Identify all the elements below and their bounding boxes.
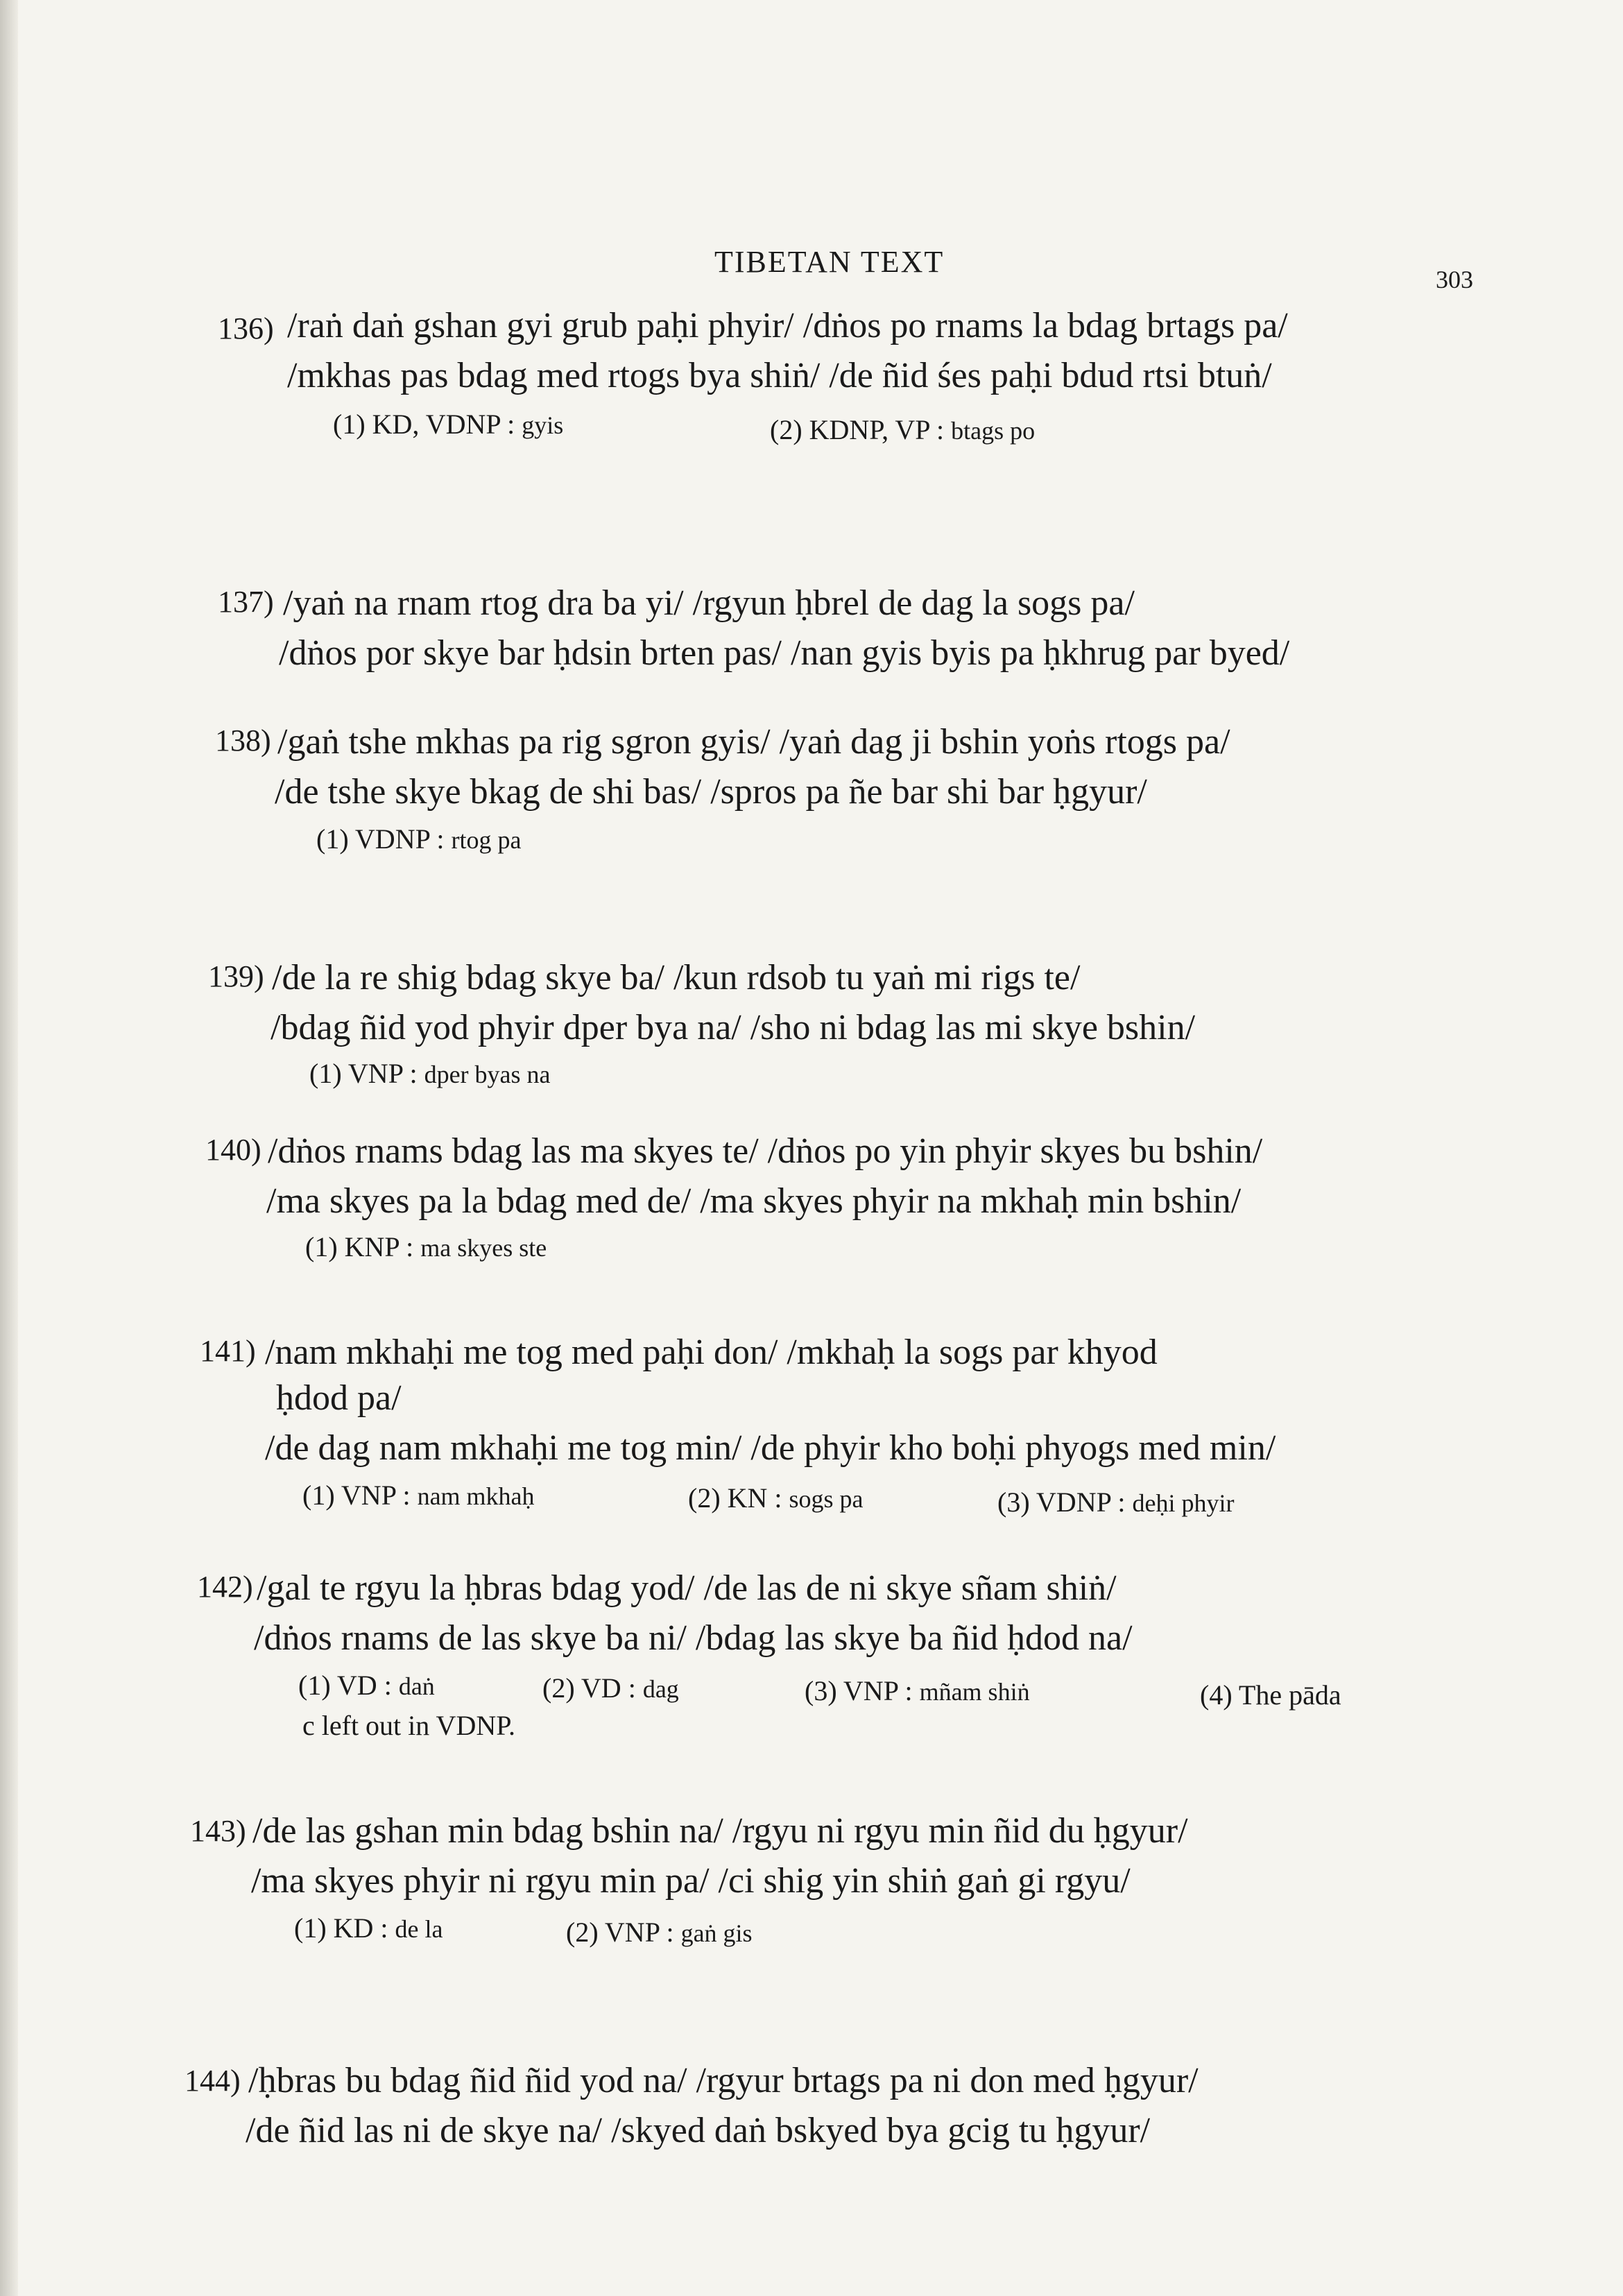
verse-number: 144) [184, 2064, 241, 2098]
variant-note: (3) VDNP : deḥi phyir [997, 1487, 1235, 1518]
verse-number: 138) [215, 723, 271, 757]
verse-line: /dṅos por skye bar ḥdsin brten pas/ /nan gyis byis pa ḥkhrug par byed/ [279, 633, 1290, 673]
verse-line: /bdag ñid yod phyir dper bya na/ /sho ni bdag las mi skye bshin/ [270, 1008, 1196, 1047]
verse-number: 136) [218, 311, 274, 345]
verse-number: 137) [218, 585, 274, 619]
verse-line: /ma skyes phyir ni rgyu min pa/ /ci shig yin shiṅ gaṅ gi rgyu/ [251, 1861, 1131, 1901]
variant-note: (2) VD : dag [542, 1672, 679, 1704]
variant-note: (1) VDNP : rtog pa [316, 823, 522, 855]
variant-note: (1) VNP : nam mkhaḥ [302, 1480, 535, 1511]
page-number: 303 [1436, 266, 1473, 293]
variant-note: (3) VNP : mñam shiṅ [805, 1675, 1030, 1706]
variant-note: (1) KNP : ma skyes ste [305, 1231, 547, 1262]
variant-note: (2) KN : sogs pa [688, 1482, 864, 1514]
variant-note: (2) KDNP, VP : btags po [770, 414, 1036, 445]
verse-line: /de tshe skye bkag de shi bas/ /spros pa ñe bar shi bar ḥgyur/ [275, 772, 1147, 812]
verse-line: /dṅos rnams de las skye ba ni/ /bdag las skye ba ñid ḥdod na/ [254, 1618, 1133, 1658]
verse-line: /dṅos rnams bdag las ma skyes te/ /dṅos po yin phyir skyes bu bshin/ [268, 1131, 1263, 1171]
verse-number: 142) [197, 1570, 253, 1604]
verse-line: ḥdod pa/ [276, 1378, 402, 1418]
verse-number: 141) [200, 1334, 256, 1368]
verse-line: /de dag nam mkhaḥi me tog min/ /de phyir kho boḥi phyogs med min/ [265, 1428, 1276, 1468]
verse-number: 143) [190, 1814, 246, 1848]
variant-note: (1) VNP : dper byas na [309, 1058, 551, 1089]
variant-note: (2) VNP : gaṅ gis [566, 1917, 753, 1948]
binding-edge [0, 0, 18, 2296]
verse-line: /yaṅ na rnam rtog dra ba yi/ /rgyun ḥbrel de dag la sogs pa/ [283, 583, 1135, 623]
variant-note: (1) KD, VDNP : gyis [333, 409, 564, 440]
variant-note: (4) The pāda [1200, 1679, 1341, 1711]
verse-line: /de la re shig bdag skye ba/ /kun rdsob tu yaṅ mi rigs te/ [272, 958, 1081, 997]
variant-note-continued: c left out in VDNP. [302, 1710, 516, 1741]
verse-line: /ma skyes pa la bdag med de/ /ma skyes phyir na mkhaḥ min bshin/ [266, 1181, 1242, 1221]
verse-line: /de las gshan min bdag bshin na/ /rgyu ni rgyu min ñid du ḥgyur/ [252, 1811, 1188, 1851]
verse-line: /mkhas pas bdag med rtogs bya shiṅ/ /de ñid śes paḥi bdud rtsi btuṅ/ [287, 356, 1272, 395]
variant-note: (1) VD : daṅ [298, 1670, 435, 1701]
verse-line: /gal te rgyu la ḥbras bdag yod/ /de las de ni skye sñam shiṅ/ [257, 1568, 1117, 1608]
verse-line: /ḥbras bu bdag ñid ñid yod na/ /rgyur brtags pa ni don med ḥgyur/ [248, 2061, 1199, 2100]
verse-line: /raṅ daṅ gshan gyi grub paḥi phyir/ /dṅos po rnams la bdag brtags pa/ [287, 306, 1288, 345]
variant-note: (1) KD : de la [294, 1912, 443, 1944]
verse-line: /nam mkhaḥi me tog med paḥi don/ /mkhaḥ la sogs par khyod [265, 1333, 1158, 1372]
verse-number: 139) [208, 959, 264, 993]
running-title: TIBETAN TEXT [714, 245, 945, 279]
verse-number: 140) [205, 1133, 261, 1167]
verse-line: /de ñid las ni de skye na/ /skyed daṅ bskyed bya gcig tu ḥgyur/ [246, 2111, 1151, 2150]
verse-line: /gaṅ tshe mkhas pa rig sgron gyis/ /yaṅ dag ji bshin yoṅs rtogs pa/ [277, 722, 1230, 762]
